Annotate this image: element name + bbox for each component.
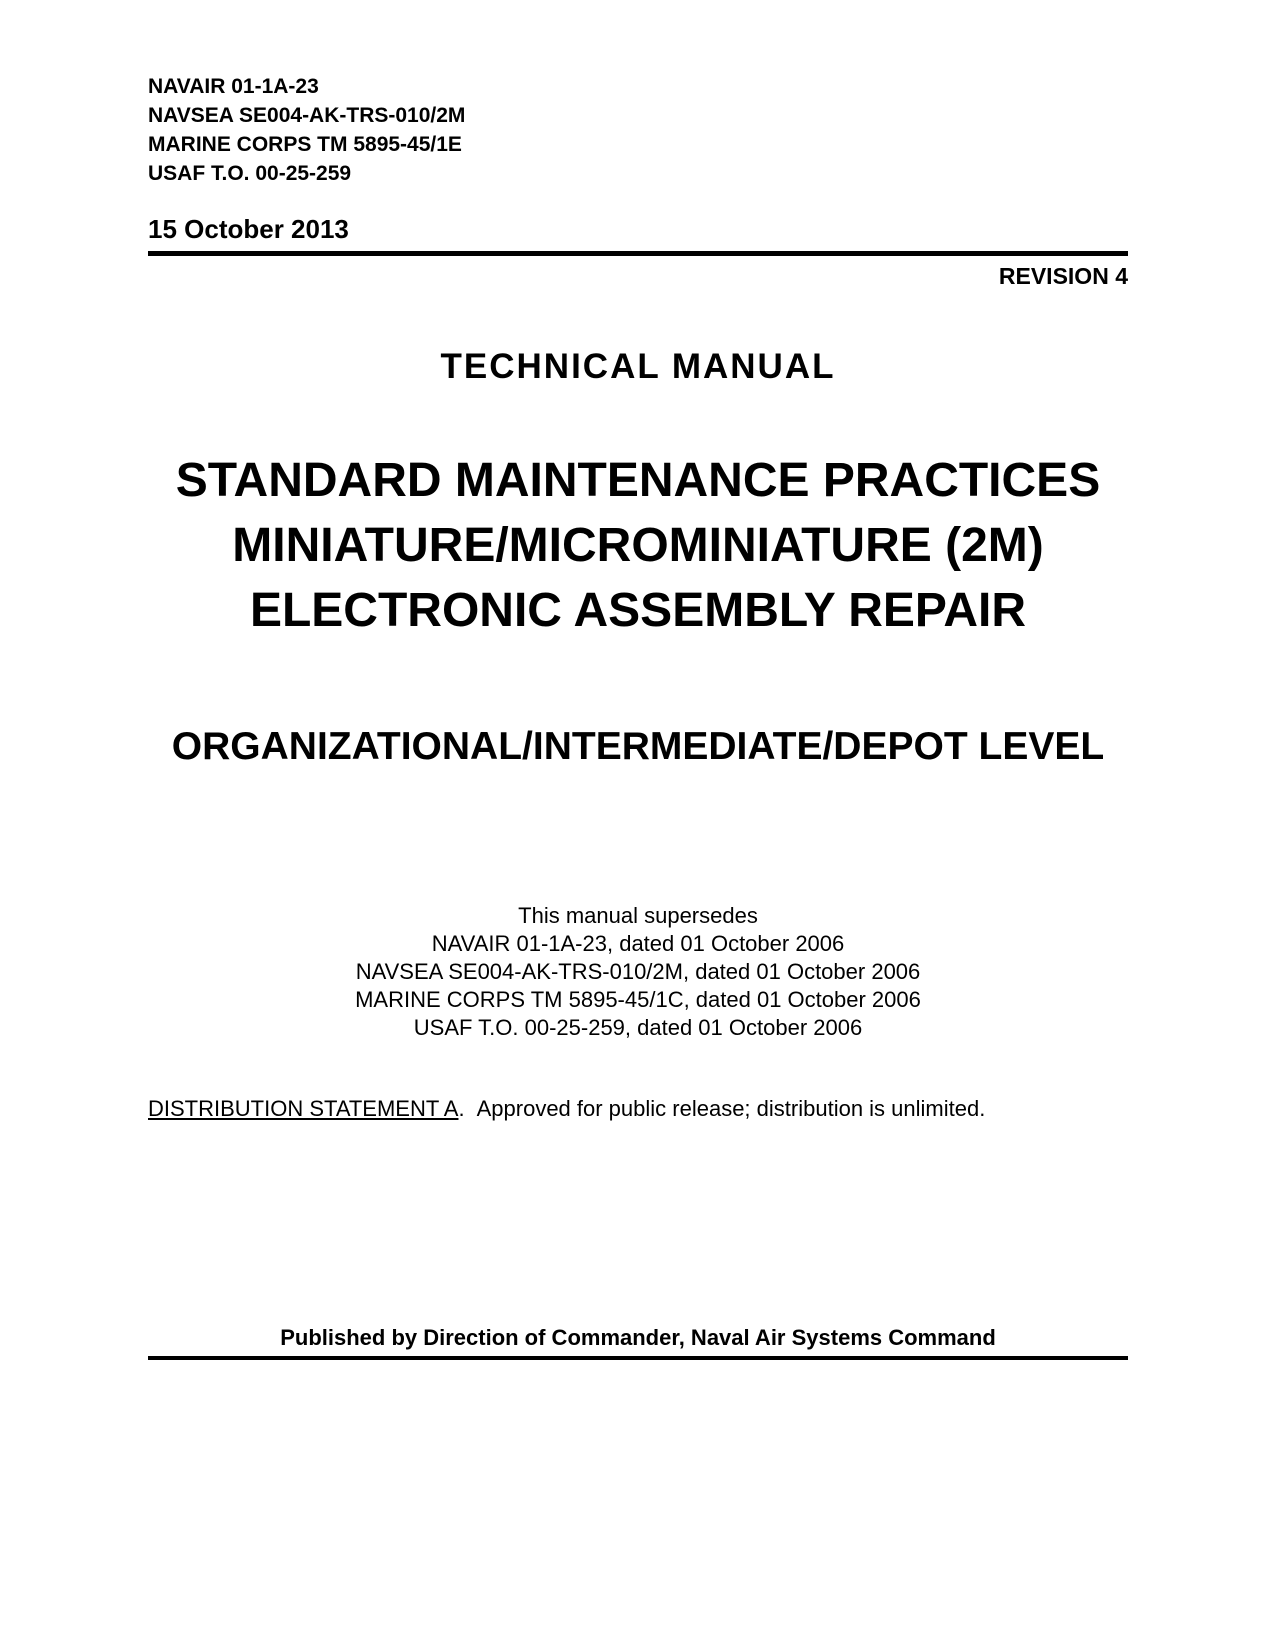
distribution-statement-text: Approved for public release; distribution is unlimited. [476,1096,986,1121]
manual-title-line: ELECTRONIC ASSEMBLY REPAIR [249,584,1027,637]
distribution-statement-separator: . [458,1096,465,1121]
distribution-statement [148,1095,1128,1123]
document-id-block [148,72,1128,188]
manual-title-line: MINIATURE/MICROMINIATURE (2M) [232,519,1044,572]
header-divider-rule [148,251,1128,256]
revision-label: REVISION 4 [998,263,1128,289]
document-id-line: USAF T.O. 00-25-259 [148,162,352,185]
technical-manual-heading: TECHNICAL MANUAL [440,347,836,386]
published-by-line: Published by Direction of Commander, Naval Air Systems Command [280,1325,996,1350]
publication-date: 15 October 2013 [148,214,349,244]
manual-title [148,448,1128,643]
document-id-line: MARINE CORPS TM 5895-45/1E [148,133,462,156]
supersedes-item-line: NAVSEA SE004-AK-TRS-010/2M, dated 01 October 2006 [355,959,921,984]
supersedes-intro: This manual supersedes [518,903,758,928]
supersedes-block [148,902,1128,1042]
supersedes-item-line: USAF T.O. 00-25-259, dated 01 October 2006 [413,1015,863,1040]
supersedes-item-line: NAVAIR 01-1A-23, dated 01 October 2006 [431,931,845,956]
footer-divider-rule [148,1356,1128,1360]
document-id-line: NAVAIR 01-1A-23 [148,75,319,98]
manual-title-line: STANDARD MAINTENANCE PRACTICES [175,454,1101,507]
maintenance-level-line: ORGANIZATIONAL/INTERMEDIATE/DEPOT LEVEL [171,725,1105,768]
document-id-line: NAVSEA SE004-AK-TRS-010/2M [148,104,466,127]
supersedes-items [148,930,1128,1042]
supersedes-item-line: MARINE CORPS TM 5895-45/1C, dated 01 October 2006 [355,987,921,1012]
distribution-statement-label: DISTRIBUTION STATEMENT A [148,1096,459,1121]
